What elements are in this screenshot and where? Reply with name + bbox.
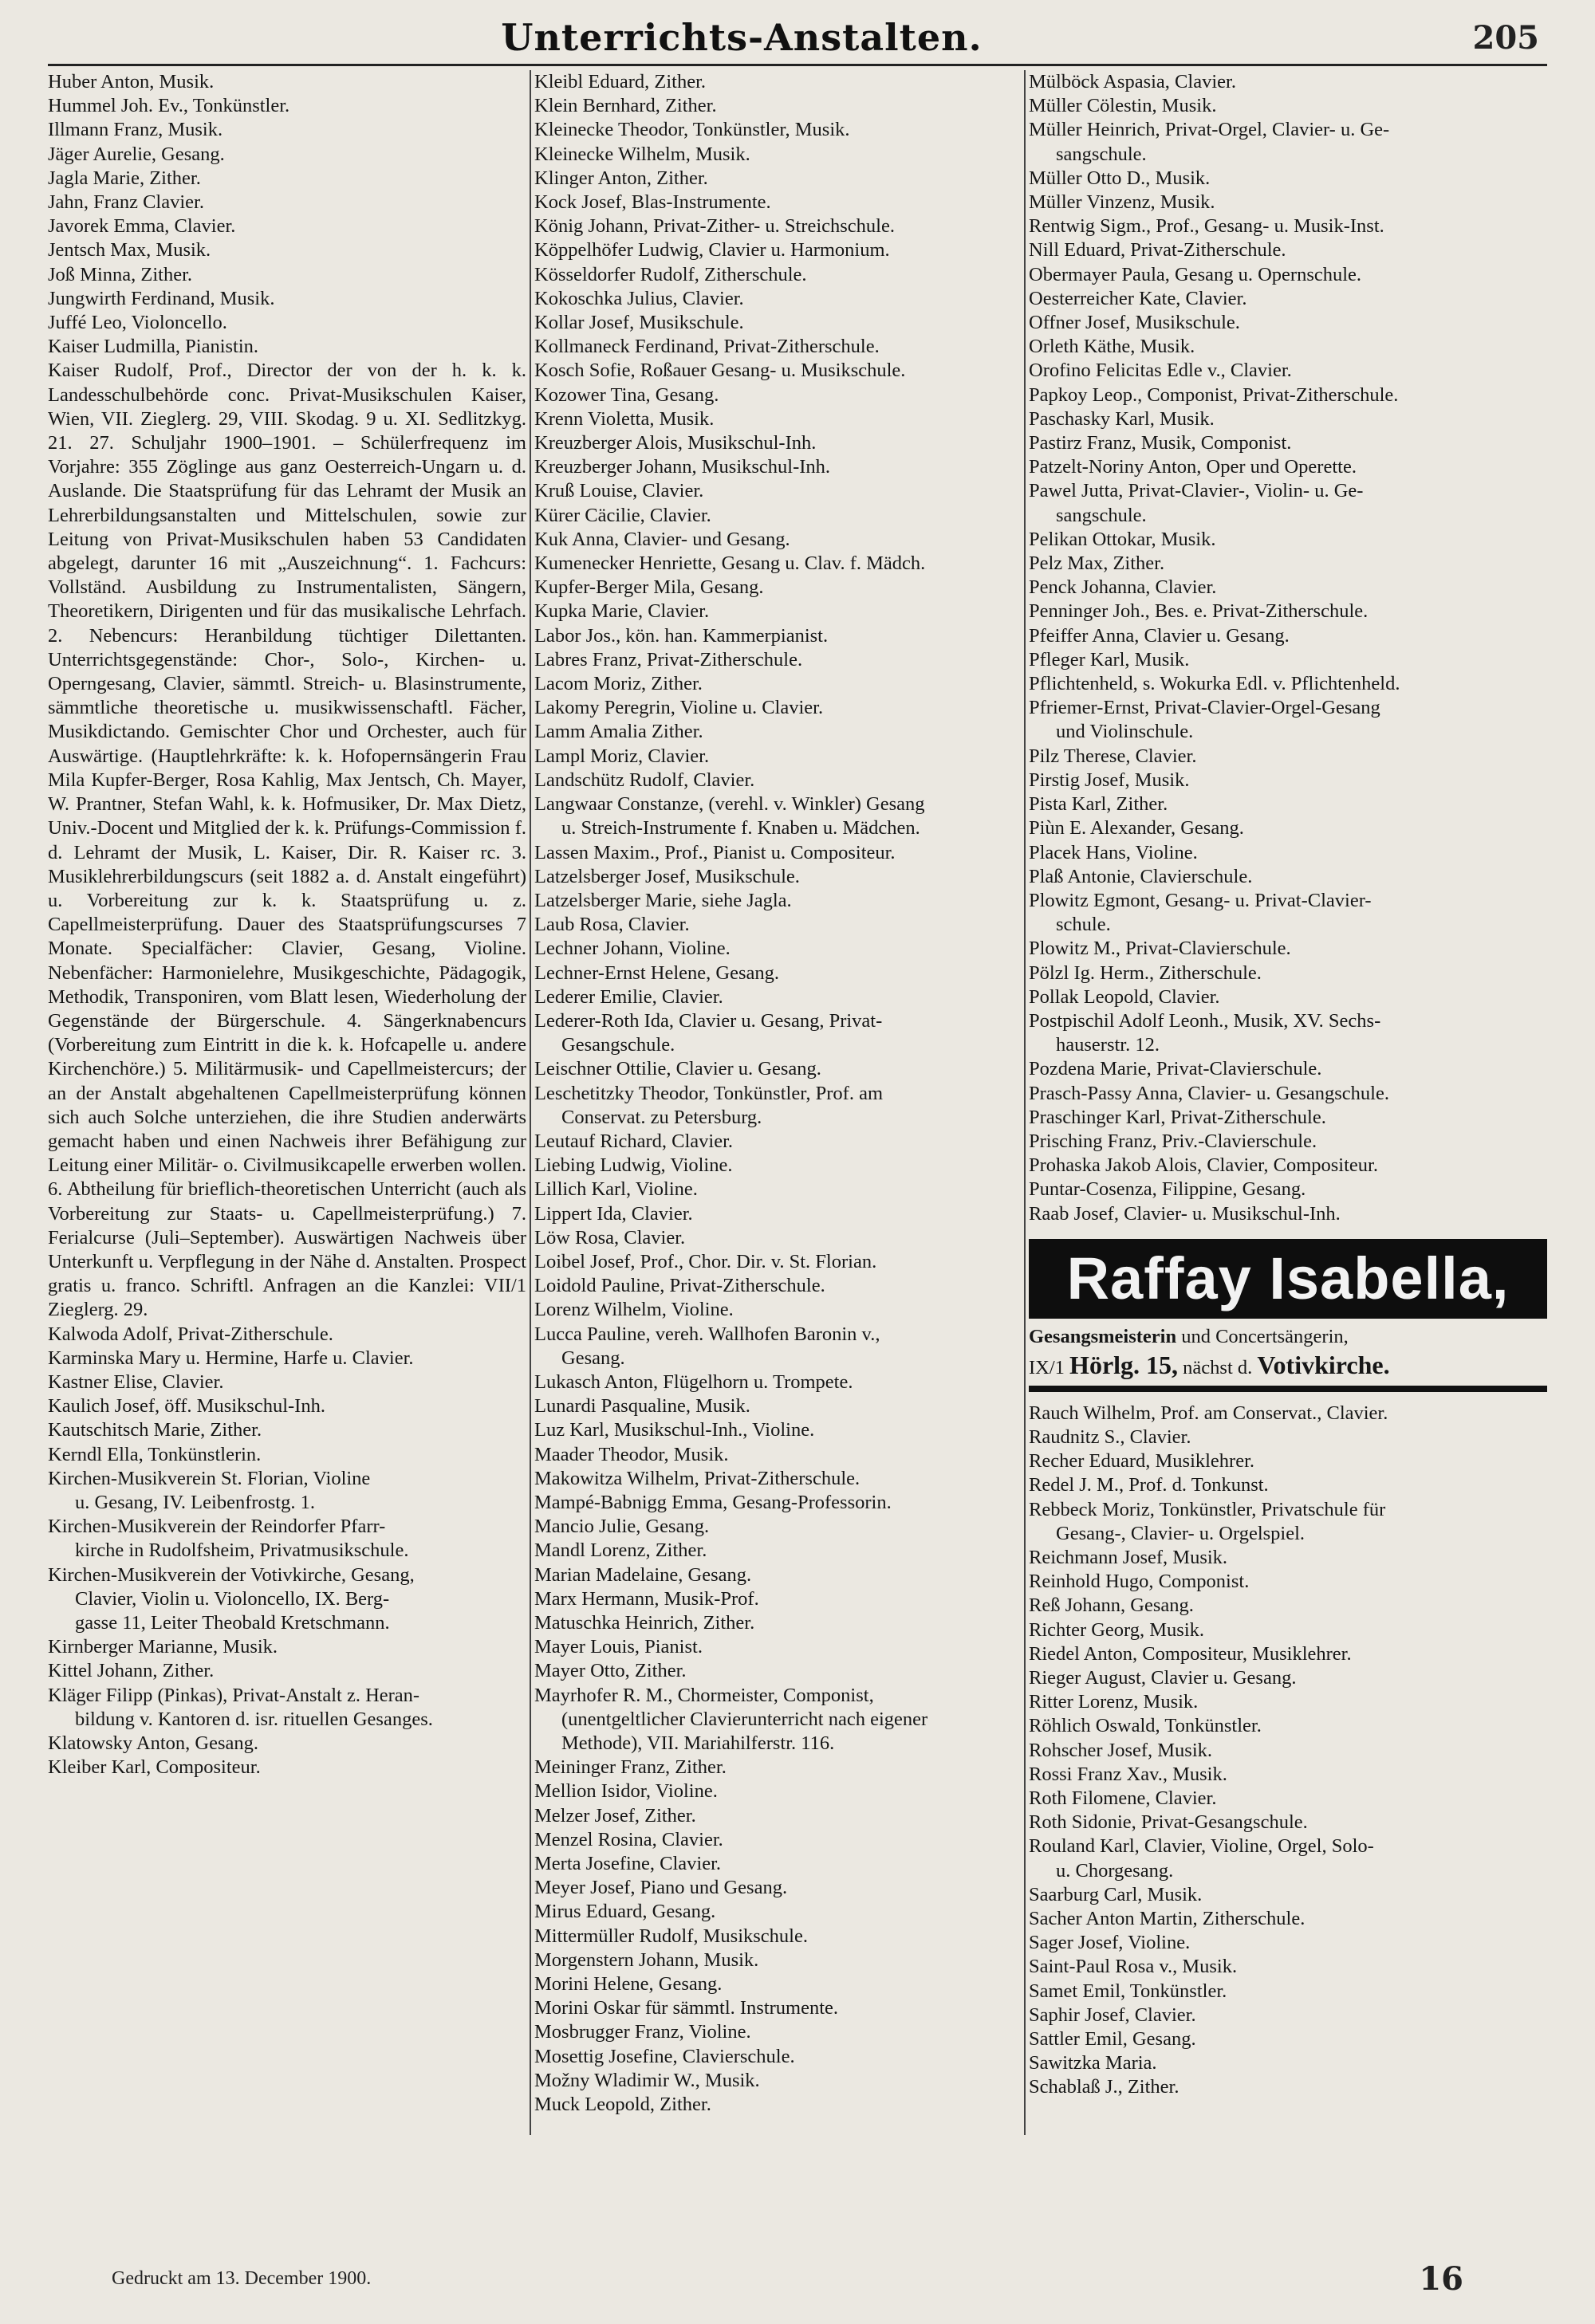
column-divider [530, 70, 531, 2135]
directory-entry: Kuk Anna, Clavier- und Gesang. [534, 528, 790, 550]
directory-entry: Müller Otto D., Musik. [1029, 167, 1211, 189]
directory-entry: Lucca Pauline, vereh. Wallhofen Baronin v., [534, 1323, 880, 1345]
directory-entry: Lederer Emilie, Clavier. [534, 985, 723, 1008]
directory-entry: Lechner Johann, Violine. [534, 938, 731, 960]
directory-entry: Latzelsberger Marie, siehe Jagla. [534, 889, 792, 911]
directory-entry: Pawel Jutta, Privat-Clavier-, Violin- u. Ge- [1029, 480, 1364, 502]
directory-entry: sangschule. [1056, 143, 1147, 165]
directory-entry: Offner Josef, Musikschule. [1029, 312, 1240, 334]
directory-entry: Lampl Moriz, Clavier. [534, 745, 710, 767]
page-header [0, 16, 1595, 64]
page-title: Unterrichts-Anstalten. [501, 16, 983, 59]
directory-entry: Kerndl Ella, Tonkünstlerin. [48, 1443, 262, 1465]
directory-entry: Lassen Maxim., Prof., Pianist u. Compositeur. [534, 841, 896, 863]
directory-entry: König Johann, Privat-Zither- u. Streichschule. [534, 215, 895, 238]
directory-entry: Reichmann Josef, Musik. [1029, 1546, 1228, 1568]
directory-entry: Pastirz Franz, Musik, Componist. [1029, 432, 1292, 454]
directory-entry: Rieger August, Clavier u. Gesang. [1029, 1666, 1297, 1689]
directory-entry: Melzer Josef, Zither. [534, 1804, 696, 1827]
directory-entry: Richter Georg, Musik. [1029, 1618, 1205, 1641]
directory-entry: Pfleger Karl, Musik. [1029, 648, 1190, 670]
directory-entry: Lippert Ida, Clavier. [534, 1202, 693, 1225]
directory-entry: Kürer Cäcilie, Clavier. [534, 504, 711, 526]
directory-entry: Mayer Louis, Pianist. [534, 1636, 703, 1658]
directory-entry: Mosettig Josefine, Clavierschule. [534, 2045, 795, 2067]
directory-entry: Patzelt-Noriny Anton, Oper und Operette. [1029, 456, 1357, 478]
directory-entry: Saphir Josef, Clavier. [1029, 2004, 1196, 2026]
directory-entry: u. Streich-Instrumente f. Knaben u. Mädchen. [561, 817, 920, 840]
directory-entry: Loibel Josef, Prof., Chor. Dir. v. St. Florian. [534, 1250, 877, 1272]
directory-entry: Kalwoda Adolf, Privat-Zitherschule. [48, 1323, 333, 1345]
directory-entry: Puntar-Cosenza, Filippine, Gesang. [1029, 1178, 1306, 1201]
directory-entry: Methode), VII. Mariahilferstr. 116. [561, 1732, 835, 1755]
directory-entry: schule. [1056, 914, 1111, 936]
directory-entry: Kollar Josef, Musikschule. [534, 312, 744, 334]
directory-entry: (unentgeltlicher Clavierunterricht nach eigener [561, 1708, 928, 1730]
directory-entry: Mellion Isidor, Violine. [534, 1780, 718, 1803]
directory-entry: Lakomy Peregrin, Violine u. Clavier. [534, 697, 824, 719]
directory-entry: gasse 11, Leiter Theobald Kretschmann. [75, 1612, 390, 1634]
directory-entry: Krenn Violetta, Musik. [534, 407, 715, 430]
directory-entry: Sager Josef, Violine. [1029, 1932, 1191, 1954]
directory-entry: Kirnberger Marianne, Musik. [48, 1636, 278, 1658]
directory-entry: Papkoy Leop., Componist, Privat-Zitherschule. [1029, 383, 1399, 406]
directory-entry: Možny Wladimir W., Musik. [534, 2069, 760, 2091]
directory-entry: Mancio Julie, Gesang. [534, 1516, 710, 1538]
directory-entry: Jahn, Franz Clavier. [48, 191, 204, 214]
directory-entry: Jäger Aurelie, Gesang. [48, 143, 225, 165]
directory-entry: Sacher Anton Martin, Zitherschule. [1029, 1908, 1306, 1930]
column-3-entries-bottom [1029, 1402, 1547, 2100]
directory-entry: Kirchen-Musikverein der Reindorfer Pfarr- [48, 1516, 386, 1538]
directory-entry: Marx Hermann, Musik-Prof. [534, 1587, 759, 1610]
directory-entry: Kokoschka Julius, Clavier. [534, 287, 744, 309]
column-2 [534, 70, 1021, 2117]
directory-entry: Liebing Ludwig, Violine. [534, 1154, 733, 1177]
ad-address-landmark: Votivkirche. [1257, 1350, 1390, 1379]
raffay-isabella-advertisement [1029, 1239, 1547, 1392]
column-1-entries-top [48, 70, 526, 359]
directory-entry: Rossi Franz Xav., Musik. [1029, 1763, 1227, 1785]
directory-entry: Müller Cölestin, Musik. [1029, 95, 1217, 117]
directory-entry: Luz Karl, Musikschul-Inh., Violine. [534, 1419, 815, 1441]
directory-entry: Raudnitz S., Clavier. [1029, 1425, 1191, 1448]
directory-entry: Sawitzka Maria. [1029, 2052, 1157, 2074]
directory-entry: Kaulich Josef, öff. Musikschul-Inh. [48, 1395, 325, 1418]
ad-role-main: Gesangsmeisterin [1029, 1325, 1177, 1347]
directory-entry: Rauch Wilhelm, Prof. am Conservat., Clavier. [1029, 1402, 1388, 1424]
directory-entry: Kläger Filipp (Pinkas), Privat-Anstalt z. Heran- [48, 1684, 420, 1706]
directory-entry: Mandl Lorenz, Zither. [534, 1540, 707, 1562]
directory-entry: Jagla Marie, Zither. [48, 167, 201, 189]
directory-entry: Meininger Franz, Zither. [534, 1756, 727, 1779]
directory-entry: Kleinecke Wilhelm, Musik. [534, 143, 750, 165]
directory-entry: Latzelsberger Josef, Musikschule. [534, 865, 800, 887]
directory-entry: Plowitz Egmont, Gesang- u. Privat-Clavier- [1029, 889, 1372, 911]
directory-entry: Klatowsky Anton, Gesang. [48, 1732, 259, 1755]
directory-entry: Kautschitsch Marie, Zither. [48, 1419, 262, 1441]
directory-entry: Lukasch Anton, Flügelhorn u. Trompete. [534, 1370, 853, 1393]
directory-entry: bildung v. Kantoren d. isr. rituellen Gesanges. [75, 1708, 433, 1730]
directory-entry: Kosch Sofie, Roßauer Gesang- u. Musikschule. [534, 360, 906, 382]
sheet-number: 16 [1419, 2260, 1463, 2298]
directory-entry: Rohscher Josef, Musik. [1029, 1739, 1213, 1761]
directory-entry: Lorenz Wilhelm, Violine. [534, 1299, 734, 1321]
directory-entry: Saarburg Carl, Musik. [1029, 1883, 1203, 1905]
directory-entry: Reinhold Hugo, Componist. [1029, 1571, 1250, 1593]
directory-entry: Karminska Mary u. Hermine, Harfe u. Clavier. [48, 1347, 414, 1369]
directory-entry: Pista Karl, Zither. [1029, 793, 1168, 816]
directory-entry: Prisching Franz, Priv.-Clavierschule. [1029, 1130, 1317, 1152]
directory-entry: Orofino Felicitas Edle v., Clavier. [1029, 360, 1292, 382]
directory-entry: Kirchen-Musikverein St. Florian, Violine [48, 1467, 371, 1489]
directory-entry: Sattler Emil, Gesang. [1029, 2028, 1196, 2051]
header-rule [48, 64, 1547, 66]
column-3-entries-top [1029, 70, 1547, 1226]
directory-entry: Lederer-Roth Ida, Clavier u. Gesang, Privat- [534, 1009, 883, 1032]
directory-entry: Leschetitzky Theodor, Tonkünstler, Prof. am [534, 1082, 884, 1104]
directory-entry: Riedel Anton, Compositeur, Musiklehrer. [1029, 1642, 1352, 1665]
directory-entry: Müller Vinzenz, Musik. [1029, 191, 1215, 214]
ad-role [1029, 1323, 1547, 1351]
directory-entry: Lillich Karl, Violine. [534, 1178, 698, 1201]
directory-entry: Rouland Karl, Clavier, Violine, Orgel, Solo- [1029, 1835, 1374, 1858]
directory-entry: Hummel Joh. Ev., Tonkünstler. [48, 95, 290, 117]
directory-entry: Saint-Paul Rosa v., Musik. [1029, 1956, 1238, 1978]
directory-entry: Morini Helene, Gesang. [534, 1973, 723, 1996]
print-date: Gedruckt am 13. December 1900. [112, 2268, 372, 2289]
directory-entry: Köppelhöfer Ludwig, Clavier u. Harmonium. [534, 239, 890, 261]
directory-entry: Leutauf Richard, Clavier. [534, 1130, 733, 1152]
directory-entry: Kleibl Eduard, Zither. [534, 71, 706, 92]
ad-address-street: Hörlg. 15, [1069, 1350, 1179, 1379]
directory-entry: Plowitz M., Privat-Clavierschule. [1029, 938, 1291, 960]
directory-entry: Jungwirth Ferdinand, Musik. [48, 287, 275, 309]
directory-entry: Gesangschule. [561, 1034, 675, 1056]
directory-entry: Merta Josefine, Clavier. [534, 1853, 722, 1875]
directory-entry: Klein Bernhard, Zither. [534, 95, 717, 117]
directory-entry: Meyer Josef, Piano und Gesang. [534, 1877, 788, 1899]
directory-entry: Löw Rosa, Clavier. [534, 1226, 686, 1249]
directory-entry: Pollak Leopold, Clavier. [1029, 985, 1220, 1008]
directory-entry: Menzel Rosina, Clavier. [534, 1828, 723, 1850]
directory-entry: Illmann Franz, Musik. [48, 119, 223, 141]
directory-entry: Matuschka Heinrich, Zither. [534, 1612, 755, 1634]
directory-entry: Kleinecke Theodor, Tonkünstler, Musik. [534, 119, 850, 141]
directory-entry: Morgenstern Johann, Musik. [534, 1948, 759, 1971]
ad-address-district: IX/1 [1029, 1356, 1070, 1378]
directory-entry: Kock Josef, Blas-Instrumente. [534, 191, 771, 214]
directory-entry: Lechner-Ernst Helene, Gesang. [534, 961, 779, 984]
directory-entry: Klinger Anton, Zither. [534, 167, 708, 189]
directory-entry: Pozdena Marie, Privat-Clavierschule. [1029, 1058, 1322, 1080]
directory-entry: Maader Theodor, Musik. [534, 1443, 729, 1465]
directory-entry: Pfeiffer Anna, Clavier u. Gesang. [1029, 624, 1290, 647]
directory-entry: Obermayer Paula, Gesang u. Opernschule. [1029, 263, 1362, 285]
directory-entry: Recher Eduard, Musiklehrer. [1029, 1450, 1255, 1473]
directory-entry: Postpischil Adolf Leonh., Musik, XV. Sechs- [1029, 1009, 1381, 1032]
directory-entry: Lacom Moriz, Zither. [534, 673, 703, 695]
directory-entry: Morini Oskar für sämmtl. Instrumente. [534, 1997, 839, 2019]
directory-entry: Kreuzberger Alois, Musikschul-Inh. [534, 432, 817, 454]
directory-entry: Pilz Therese, Clavier. [1029, 745, 1197, 767]
directory-entry: Kaiser Ludmilla, Pianistin. [48, 336, 259, 358]
directory-entry: Labor Jos., kön. han. Kammerpianist. [534, 624, 829, 647]
directory-entry: Kumenecker Henriette, Gesang u. Clav. f. Mädch. [534, 552, 926, 575]
directory-entry: Langwaar Constanze, (verehl. v. Winkler) Gesang [534, 793, 925, 816]
directory-entry: Pirstig Josef, Musik. [1029, 769, 1190, 791]
directory-entry: Kastner Elise, Clavier. [48, 1370, 224, 1393]
directory-entry: u. Gesang, IV. Leibenfrostg. 1. [75, 1491, 315, 1513]
directory-entry: Pflichtenheld, s. Wokurka Edl. v. Pflichtenheld. [1029, 673, 1400, 695]
directory-entry: Kirchen-Musikverein der Votivkirche, Gesang, [48, 1563, 415, 1586]
column-divider [1024, 70, 1026, 2135]
directory-entry: Mayrhofer R. M., Chormeister, Componist, [534, 1684, 874, 1706]
column-3 [1029, 70, 1547, 2100]
directory-entry: Mampé-Babnigg Emma, Gesang-Professorin. [534, 1491, 892, 1513]
directory-entry: Müller Heinrich, Privat-Orgel, Clavier- u. Ge- [1029, 119, 1390, 141]
directory-entry: Joß Minna, Zither. [48, 263, 193, 285]
directory-entry: Roth Sidonie, Privat-Gesangschule. [1029, 1811, 1308, 1834]
directory-entry: Röhlich Oswald, Tonkünstler. [1029, 1715, 1262, 1737]
directory-entry: Rentwig Sigm., Prof., Gesang- u. Musik-Inst. [1029, 215, 1384, 238]
directory-entry: Pölzl Ig. Herm., Zitherschule. [1029, 961, 1262, 984]
directory-entry: Mirus Eduard, Gesang. [534, 1901, 716, 1923]
directory-entry: hauserstr. 12. [1056, 1034, 1160, 1056]
directory-entry: kirche in Rudolfsheim, Privatmusikschule. [75, 1540, 409, 1562]
directory-entry: Penck Johanna, Clavier. [1029, 576, 1217, 599]
directory-entry: Mayer Otto, Zither. [534, 1660, 687, 1682]
directory-entry: Redel J. M., Prof. d. Tonkunst. [1029, 1474, 1269, 1496]
directory-entry: Kozower Tina, Gesang. [534, 383, 719, 406]
directory-entry: Gesang. [561, 1347, 625, 1369]
directory-entry: Kittel Johann, Zither. [48, 1660, 215, 1682]
ad-role-extra: und Concertsängerin, [1176, 1325, 1349, 1347]
directory-entry: Kupfer-Berger Mila, Gesang. [534, 576, 764, 599]
directory-entry: Kreuzberger Johann, Musikschul-Inh. [534, 456, 831, 478]
directory-entry: Prasch-Passy Anna, Clavier- u. Gesangschule. [1029, 1082, 1389, 1104]
directory-entry: und Violinschule. [1056, 721, 1194, 743]
directory-entry: Pelz Max, Zither. [1029, 552, 1165, 575]
column-2-entries [534, 70, 1021, 2117]
directory-entry: Orleth Käthe, Musik. [1029, 336, 1195, 358]
directory-entry: Muck Leopold, Zither. [534, 2094, 711, 2116]
ad-rule [1029, 1386, 1547, 1392]
ad-address-near: nächst d. [1178, 1356, 1258, 1378]
directory-entry: Pfriemer-Ernst, Privat-Clavier-Orgel-Gesang [1029, 697, 1380, 719]
directory-entry: Paschasky Karl, Musik. [1029, 407, 1215, 430]
directory-entry: Kruß Louise, Clavier. [534, 480, 704, 502]
directory-entry: Leischner Ottilie, Clavier u. Gesang. [534, 1058, 821, 1080]
directory-entry: Lamm Amalia Zither. [534, 721, 703, 743]
page-number: 205 [1472, 19, 1539, 57]
directory-entry: Gesang-, Clavier- u. Orgelspiel. [1056, 1522, 1306, 1544]
directory-entry: Makowitza Wilhelm, Privat-Zitherschule. [534, 1467, 861, 1489]
directory-entry: Penninger Joh., Bes. e. Privat-Zitherschule. [1029, 600, 1369, 623]
directory-entry: Kollmaneck Ferdinand, Privat-Zitherschule. [534, 336, 880, 358]
directory-entry: Mülböck Aspasia, Clavier. [1029, 71, 1236, 92]
directory-entry: Pelikan Ottokar, Musik. [1029, 528, 1216, 550]
directory-entry: Clavier, Violin u. Violoncello, IX. Berg- [75, 1587, 390, 1610]
directory-entry: Mosbrugger Franz, Violine. [534, 2021, 751, 2043]
directory-entry: Conservat. zu Petersburg. [561, 1106, 762, 1128]
directory-entry: Raab Josef, Clavier- u. Musikschul-Inh. [1029, 1202, 1341, 1225]
directory-entry: Kleiber Karl, Compositeur. [48, 1756, 261, 1779]
directory-entry: Javorek Emma, Clavier. [48, 215, 236, 238]
directory-entry: Samet Emil, Tonkünstler. [1029, 1980, 1227, 2002]
ad-name-banner: Raffay Isabella, [1029, 1239, 1547, 1319]
directory-entry: Oesterreicher Kate, Clavier. [1029, 287, 1247, 309]
directory-entry: Laub Rosa, Clavier. [534, 914, 690, 936]
directory-entry: Marian Madelaine, Gesang. [534, 1563, 752, 1586]
directory-entry: Huber Anton, Musik. [48, 71, 215, 92]
kaiser-rudolf-entry: Kaiser Rudolf, Prof., Director der von der h. k. k. Landesschulbehörde conc. Privat-Musikschulen Kaiser, Wien, VII. Zieglerg. 29, VIII. Skodag. 9 u. XI. Sedlitzkyg. 21. 27. Schuljahr 1900–1901. – Schülerfrequenz im Vorjahre: 355 Zöglinge aus ganz Oesterreich-Ungarn u. d. Auslande. Die Staatsprüfung für das Lehramt der Musik an Lehrerbildungsanstalten und Mittelschulen, sowie zur Leitung von Privat-Musikschulen haben 53 Candidaten abgelegt, darunter 16 mit „Auszeichnung“. 1. Fachcurs: Vollständ. Ausbildung zu Instrumentalisten, Sängern, Theoretikern, Dirigenten und für das musikalische Lehrfach. 2. Nebencurs: Heranbildung tüchtiger Dilettanten. Unterrichtsgegenstände: Chor-, Solo-, Kirchen- u. Operngesang, Clavier, sämmtl. Streich- u. Blasinstrumente, sämmtliche theoretische u. musikwissenschaftl. Fächer, Musikdictando. Gemischter Chor und Orchester, auch für Auswärtige. (Hauptlehrkräfte: k. k. Hofopernsängerin Frau Mila Kupfer-Berger, Rosa Kahlig, Max Jentsch, Ch. Mayer, W. Prantner, Stefan Wahl, k. k. Hofmusiker, Dr. Max Dietz, Univ.-Docent und Mitglied der k. k. Prüfungs-Commission f. d. Lehramt der Musik, L. Kaiser, Dir. R. Kaiser rc. 3. Musiklehrerbildungscurs (seit 1882 a. d. Anstalt eingeführt) u. Vorbereitung zur k. k. Staatsprüfung u. z. Capellmeisterprüfung. Dauer des Staatsprüfungscurses 7 Monate. Specialfächer: Clavier, Gesang, Violine. Nebenfächer: Harmonielehre, Musikgeschichte, Pädagogik, Methodik, Transponiren, vom Blatt lesen, Wiederholung der Gegenstände der Bürgerschule. 4. Sängerknabencurs (Vorbereitung zum Eintritt in die k. k. Hofcapelle u. andere Kirchenchöre.) 5. Militärmusik- und Capellmeistercurs; der an der Anstalt abgehaltenen Capellmeisterprüfung können sich auch Solche unterziehen, die ihre Studien anderwärts gemacht haben und einen Nachweis ihrer Befähigung zur Leitung einer Militär- o. Civilmusikcapelle erwerben wollen. 6. Abtheilung für brieflich-theoretischen Unterricht (auch als Vorbereitung zur Staats- u. Capellmeisterprüfung.) 7. Ferialcurse (Juli–September). Auswärtigen Nachweis über Unterkunft u. Verpflegung in der Nähe d. Anstalten. Prospect gratis u. franco. Schriftl. Anfragen an die Kanzlei: VII/1 Zieglerg. 29. [48, 360, 526, 1321]
directory-entry: Jentsch Max, Musik. [48, 239, 211, 261]
directory-entry: Landschütz Rudolf, Clavier. [534, 769, 755, 791]
directory-entry: Schablaß J., Zither. [1029, 2076, 1180, 2098]
directory-entry: Prohaska Jakob Alois, Clavier, Compositeur. [1029, 1154, 1378, 1177]
directory-entry: Praschinger Karl, Privat-Zitherschule. [1029, 1106, 1326, 1128]
directory-entry: Ritter Lorenz, Musik. [1029, 1691, 1199, 1713]
directory-entry: Nill Eduard, Privat-Zitherschule. [1029, 239, 1286, 261]
directory-entry: Kösseldorfer Rudolf, Zitherschule. [534, 263, 807, 285]
directory-entry: Plaß Antonie, Clavierschule. [1029, 865, 1253, 887]
page-footer [0, 2260, 1595, 2308]
directory-entry: Lunardi Pasqualine, Musik. [534, 1395, 750, 1418]
directory-entry: Mittermüller Rudolf, Musikschule. [534, 1925, 808, 1947]
directory-entry: sangschule. [1056, 504, 1147, 526]
directory-entry: Juffé Leo, Violoncello. [48, 312, 227, 334]
directory-entry: Kupka Marie, Clavier. [534, 600, 710, 623]
column-1-entries-bottom [48, 1323, 526, 1780]
directory-entry: Piùn E. Alexander, Gesang. [1029, 817, 1244, 840]
directory-entry: Reß Johann, Gesang. [1029, 1595, 1194, 1617]
directory-entry: u. Chorgesang. [1056, 1859, 1174, 1882]
directory-entry: Roth Filomene, Clavier. [1029, 1787, 1217, 1809]
directory-entry: Rebbeck Moriz, Tonkünstler, Privatschule für [1029, 1498, 1386, 1520]
column-1 [48, 70, 526, 1779]
ad-address [1029, 1351, 1547, 1382]
directory-entry: Loidold Pauline, Privat-Zitherschule. [534, 1275, 825, 1297]
directory-entry: Placek Hans, Violine. [1029, 841, 1198, 863]
directory-entry: Labres Franz, Privat-Zitherschule. [534, 648, 803, 670]
